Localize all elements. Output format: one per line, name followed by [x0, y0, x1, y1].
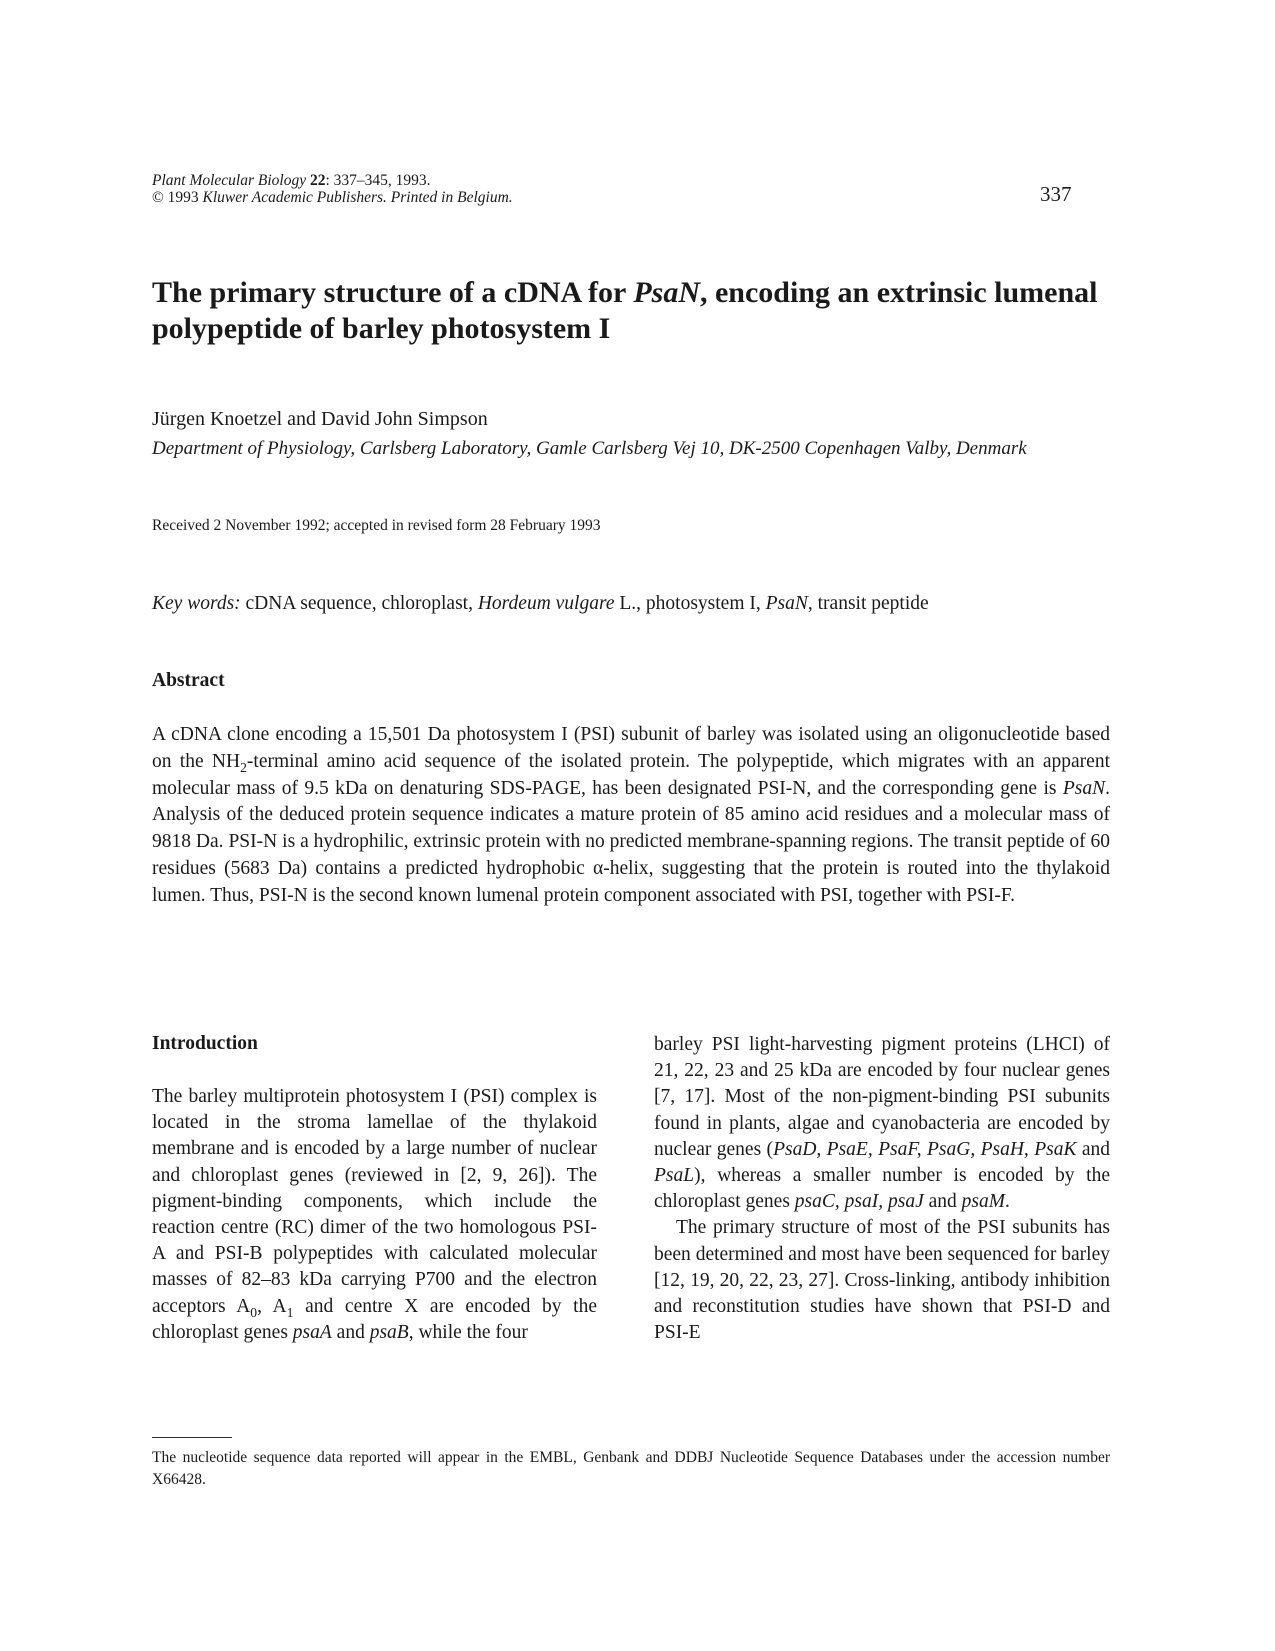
article-title — [152, 275, 1132, 347]
intro-paragraph: The primary structure of most of the PSI subunits has been determined and most have been sequenced for barley [12, 19, 20, 22, 23, 27]. Cross-linking, antibody inhibition and reconstitution studies have shown that PSI-D and PSI-E — [654, 1217, 1110, 1344]
running-header — [152, 172, 513, 206]
authors: Jürgen Knoetzel and David John Simpson — [152, 408, 488, 430]
keywords-text: L., photosystem I, — [614, 593, 766, 614]
abstract-text: A cDNA clone encoding a 15,501 Da photosystem I (PSI) subunit of barley was isolated using an oligonucleotide based on the NH — [152, 724, 1110, 772]
intro-text: ), whereas a smaller number is encoded by the chloroplast genes — [654, 1165, 1110, 1213]
subscript: 0 — [250, 1304, 258, 1320]
copyright-year: 1993 — [167, 189, 199, 206]
subscript: 1 — [286, 1304, 294, 1320]
page-number: 337 — [1040, 182, 1072, 206]
abstract-body — [152, 722, 1110, 910]
gene-PsaL: PsaL — [654, 1165, 695, 1187]
footnote: The nucleotide sequence data reported will appear in the EMBL, Genbank and DDBJ Nucleotide Sequence Databases under the accession number X66428. — [152, 1449, 1110, 1488]
intro-paragraph — [654, 1032, 1110, 1215]
citation-line — [152, 172, 513, 189]
chloroplast-genes: psaC, psaI, psaJ — [794, 1191, 924, 1213]
title-gene: PsaN — [633, 276, 700, 309]
intro-text: and — [923, 1191, 962, 1213]
nuclear-genes: PsaD, PsaE, PsaF, PsaG, PsaH, PsaK — [773, 1138, 1077, 1160]
publisher: Kluwer Academic Publishers. Printed in Belgium. — [202, 189, 513, 206]
intro-text: . — [1004, 1191, 1010, 1213]
keywords — [152, 593, 1132, 615]
abstract-text: . Analysis of the deduced protein sequence indicates a mature protein of 85 amino acid residues and a molecular mass of 9818 Da. PSI-N is a hydrophilic, extrinsic protein with no predicted membrane-spanning regions. The transit peptide of 60 residues (5683 Da) contains a predicted hydrophobic α-helix, suggesting that the protein is routed into the thylakoid lumen. Thus, PSI-N is the second known lumenal protein component associated with PSI, together with PSI-F. — [152, 777, 1110, 906]
abstract-gene: PsaN — [1062, 777, 1106, 799]
keywords-text: , transit peptide — [807, 593, 929, 614]
introduction-heading: Introduction — [152, 1033, 258, 1054]
abstract-heading: Abstract — [152, 670, 225, 691]
gene-psaM: psaM — [961, 1191, 1005, 1213]
keywords-label: Key words: — [152, 593, 241, 614]
affiliation: Department of Physiology, Carlsberg Laboratory, Gamle Carlsberg Vej 10, DK-2500 Copenhagen Valby, Denmark — [152, 438, 1027, 459]
intro-text: and — [331, 1321, 370, 1343]
journal-volume: 22 — [309, 172, 326, 189]
keyword-species: Hordeum vulgare — [477, 593, 615, 614]
intro-text: The barley multiprotein photosystem I (PSI) complex is located in the stroma lamellae of the thylakoid membrane and is encoded by a large number of nuclear and chloroplast genes (reviewed in [2, 9, 26]). The pigment-binding components, which include the reaction centre (RC) dimer of the two homologous PSI-A and PSI-B polypeptides with calculated molecular masses of 82–83 kDa carrying P700 and the electron acceptors A — [152, 1086, 597, 1317]
received-dates: Received 2 November 1992; accepted in revised form 28 February 1993 — [152, 517, 601, 534]
title-part-2: , encoding an extrinsic lumenal polypeptide of barley photosystem I — [152, 276, 1098, 345]
copyright-symbol: © — [152, 189, 164, 206]
gene-psaB: psaB — [369, 1321, 409, 1343]
intro-paragraph — [152, 1084, 597, 1346]
title-part-1: The primary structure of a cDNA for — [152, 276, 634, 309]
subscript: 2 — [240, 759, 247, 775]
journal-pages-year: : 337–345, 1993. — [325, 172, 431, 189]
keyword-gene: PsaN — [765, 593, 808, 614]
intro-text: and — [1076, 1138, 1110, 1160]
intro-column-left — [152, 1084, 597, 1346]
intro-column-right — [654, 1032, 1110, 1346]
intro-text: , A — [257, 1295, 287, 1317]
intro-text: and centre X are encoded by the chloroplast genes — [152, 1295, 597, 1343]
abstract-text: -terminal amino acid sequence of the isolated protein. The polypeptide, which migrates with an apparent molecular mass of 9.5 kDa on denaturing SDS-PAGE, has been designated PSI-N, and the corresponding gene is — [152, 750, 1110, 799]
intro-text: barley PSI light-harvesting pigment proteins (LHCI) of 21, 22, 23 and 25 kDa are encoded by four nuclear genes [7, 17]. Most of the non-pigment-binding PSI subunits found in plants, algae and cyanobacteria are encoded by nuclear genes ( — [654, 1034, 1110, 1160]
journal-name: Plant Molecular Biology — [152, 172, 307, 189]
copyright-line — [152, 189, 513, 206]
gene-psaA: psaA — [292, 1321, 332, 1343]
footnote-rule — [152, 1437, 232, 1438]
keywords-text: cDNA sequence, chloroplast, — [240, 593, 478, 614]
intro-text: , while the four — [408, 1321, 528, 1343]
